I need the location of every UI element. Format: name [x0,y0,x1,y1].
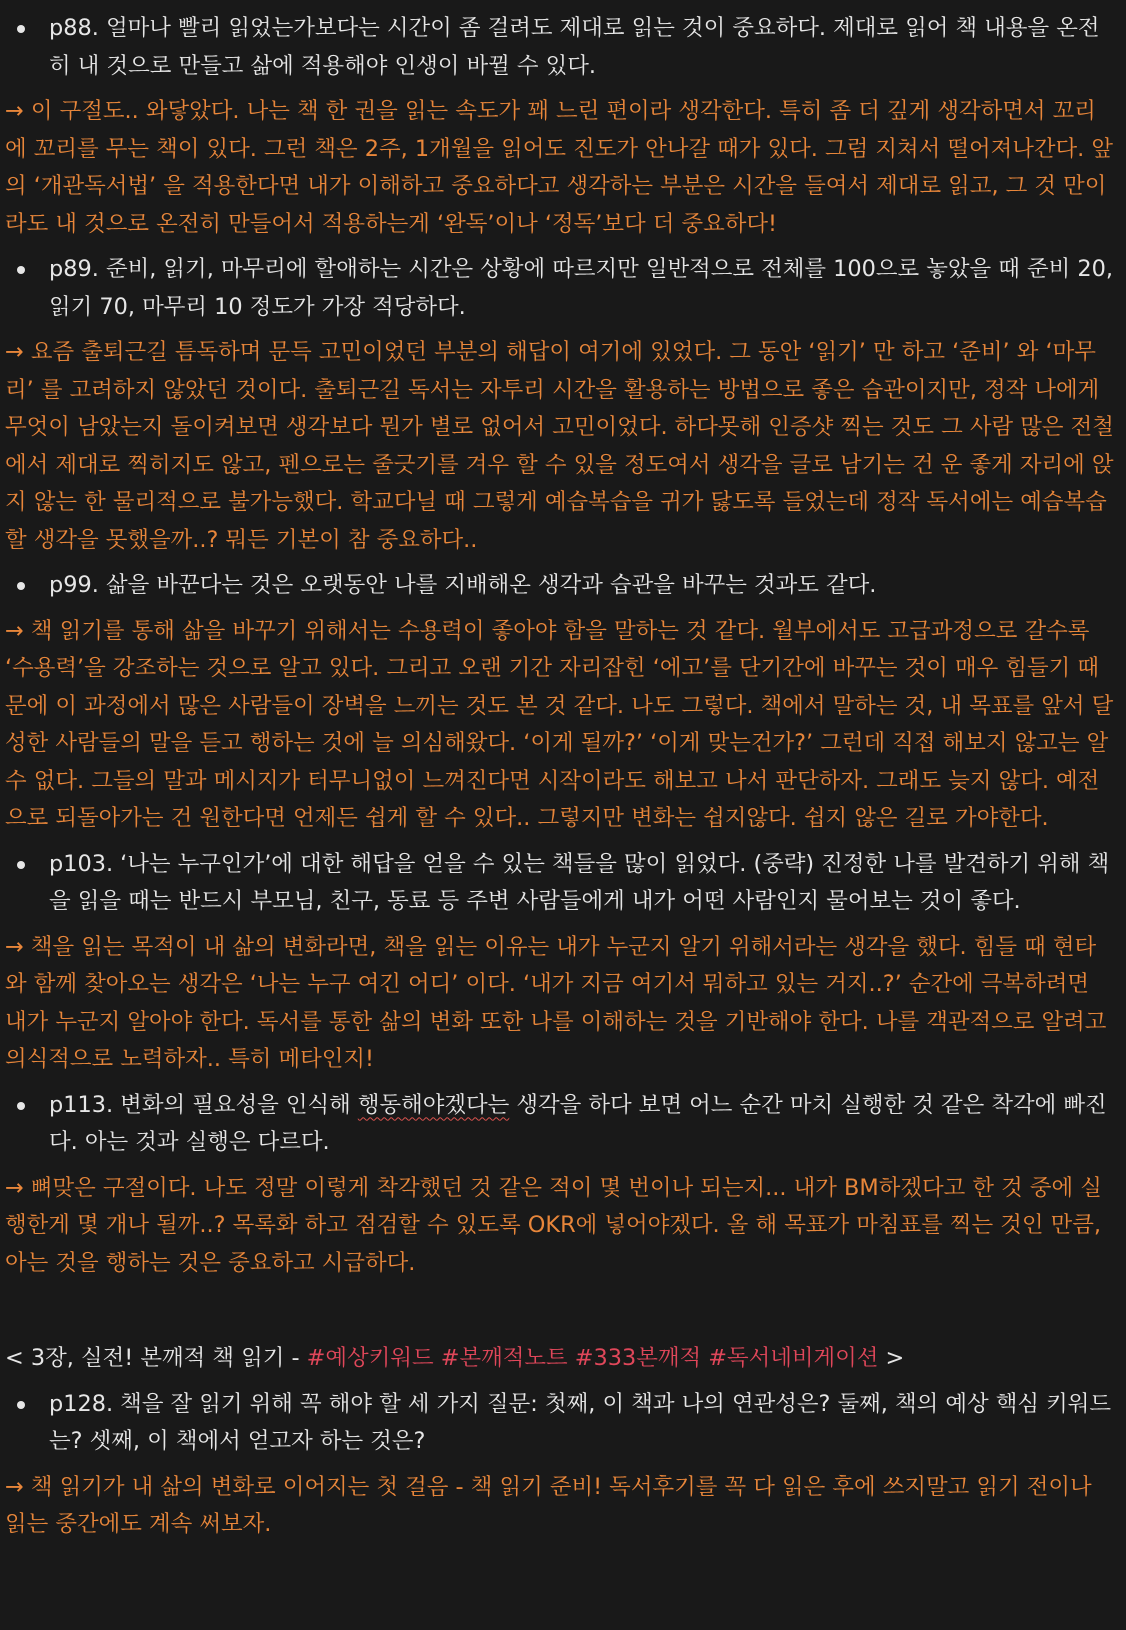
quote-text-start: p113. 변화의 필요성을 인식해 [49,1091,358,1118]
reflection-p103: → 책을 읽는 목적이 내 삶의 변화라면, 책을 읽는 이유는 내가 누군지 알기 위해서라는 생각을 했다. 힘들 때 현타와 함께 찾아오는 생각은 ‘나는 누구 여긴 어디’ 이다. ‘내가 지금 여기서 뭐하고 있는 거지..?’ 순간에 극복하려면 내가 누군지 알아야 한다. 독서를 통한 삶의 변화 또한 나를 이해하는 것을 기반해야 한다. 나를 객관적으로 알려고 의식적으로 노력하자.. 특히 메타인지! [5,933,1107,1072]
bullet-dot [17,25,25,33]
reflection-p99: → 책 읽기를 통해 삶을 바꾸기 위해서는 수용력이 좋아야 함을 말하는 것 같다. 월부에서도 고급과정으로 갈수록 ‘수용력’을 강조하는 것으로 알고 있다. 그리고 오랜 기간 자리잡힌 ‘에고’를 단기간에 바꾸는 것이 매우 힘들기 때문에 이 과정에서 많은 사람들이 장벽을 느끼는 것도 본 것 같다. 나도 그렇다. 책에서 말하는 것, 내 목표를 앞서 달성한 사람들의 말을 듣고 행하는 것에 늘 의심해왔다. ‘이게 될까?’ ‘이게 맞는건가?’ 그런데 직접 해보지 않고는 알 수 없다. 그들의 말과 메시지가 터무니없이 느껴진다면 시작이라도 해보고 나서 판단하자. 그래도 늦지 않다. 예전으로 되돌아가는 건 원한다면 언제든 쉽게 할 수 있다.. 그렇지만 변화는 쉽지않다. 쉽지 않은 길로 가야한다. [5,617,1114,831]
chapter-heading-prefix: < 3장, 실전! 본깨적 책 읽기 - [5,1345,307,1371]
quote-text: p89. 준비, 읽기, 마무리에 할애하는 시간은 상황에 따르지만 일반적으로 전체를 100으로 놓았을 때 준비 20, 읽기 70, 마무리 10 정도가 가장 적당하다. [49,256,1113,320]
chapter-hashtags[interactable]: #예상키워드 #본깨적노트 #333본깨적 #독서네비게이션 [306,1345,879,1371]
quote-p113 [5,1087,1116,1162]
bullet-dot [17,1102,25,1110]
quote-text: p103. ‘나는 누구인가’에 대한 해답을 얻을 수 있는 책들을 많이 읽었다. (중략) 진정한 나를 발견하기 위해 책을 읽을 때는 반드시 부모님, 친구, 동료 등 주변 사람들에게 내가 어떤 사람인지 물어보는 것이 좋다. [49,850,1110,914]
quote-p99 [5,567,1116,605]
empty-line [5,1290,1116,1340]
quote-text-end: 생각을 하다 보면 어느 순간 마치 실행한 것 같은 착각에 빠진다. 아는 것과 실행은 다르다. [49,1091,1107,1155]
reflection-p89: → 요즘 출퇴근길 틈독하며 문득 고민이었던 부분의 해답이 여기에 있었다. 그 동안 ‘읽기’ 만 하고 ‘준비’ 와 ‘마무리’ 를 고려하지 않았던 것이다. 출퇴근길 독서는 자투리 시간을 활용하는 방법으로 좋은 습관이지만, 정작 나에게 무엇이 남았는지 돌이켜보면 생각보다 뭔가 별로 없어서 고민이었다. 하다못해 인증샷 찍는 것도 그 사람 많은 전철에서 제대로 찍히지도 않고, 펜으로는 줄긋기를 겨우 할 수 있을 정도여서 생각을 글로 남기는 건 운 좋게 자리에 앉지 않는 한 물리적으로 불가능했다. 학교다닐 때 그렇게 예습복습을 귀가 닳도록 들었는데 정작 독서에는 예습복습할 생각을 못했을까..? 뭐든 기본이 참 중요하다.. [5,339,1114,553]
quote-p103 [5,846,1116,921]
quote-text: p99. 삶을 바꾼다는 것은 오랫동안 나를 지배해온 생각과 습관을 바꾸는 것과도 같다. [49,572,877,598]
quote-p88 [5,10,1116,85]
bullet-dot [17,582,25,590]
spellcheck-marked-word[interactable]: 행동해야겠다는 [357,1091,510,1118]
chapter-heading [5,1340,1116,1378]
quote-text: p128. 책을 잘 읽기 위해 꼭 해야 할 세 가지 질문: 첫째, 이 책과 나의 연관성은? 둘째, 책의 예상 핵심 키워드는? 셋째, 이 책에서 얻고자 하는 것은? [49,1390,1111,1454]
quote-p128 [5,1386,1116,1461]
bullet-dot [17,266,25,274]
quote-p89 [5,251,1116,326]
quote-text: p88. 얼마나 빨리 읽었는가보다는 시간이 좀 걸려도 제대로 읽는 것이 중요하다. 제대로 읽어 책 내용을 온전히 내 것으로 만들고 삶에 적용해야 인생이 바뀔 수 있다. [49,15,1100,79]
bullet-dot [17,861,25,869]
reflection-p88: → 이 구절도.. 와닿았다. 나는 책 한 권을 읽는 속도가 꽤 느린 편이라 생각한다. 특히 좀 더 깊게 생각하면서 꼬리에 꼬리를 무는 책이 있다. 그런 책은 2주, 1개월을 읽어도 진도가 안나갈 때가 있다. 그럼 지쳐서 떨어져나간다. 앞의 ‘개관독서법’ 을 적용한다면 내가 이해하고 중요하다고 생각하는 부분은 시간을 들여서 제대로 읽고, 그 것 만이라도 내 것으로 온전히 만들어서 적용하는게 ‘완독’이나 ‘정독’보다 더 중요하다! [5,98,1114,237]
reflection-p128: → 책 읽기가 내 삶의 변화로 이어지는 첫 걸음 - 책 읽기 준비! 독서후기를 꼭 다 읽은 후에 쓰지말고 읽기 전이나 읽는 중간에도 계속 써보자. [5,1473,1092,1537]
reflection-p113: → 뼈맞은 구절이다. 나도 정말 이렇게 착각했던 것 같은 적이 몇 번이나 되는지... 내가 BM하겠다고 한 것 중에 실행한게 몇 개나 될까..? 목록화 하고 점검할 수 있도록 OKR에 넣어야겠다. 올 해 목표가 마침표를 찍는 것인 만큼, 아는 것을 행하는 것은 중요하고 시급하다. [5,1174,1102,1276]
bullet-dot [17,1401,25,1409]
chapter-heading-suffix: > [878,1345,905,1371]
